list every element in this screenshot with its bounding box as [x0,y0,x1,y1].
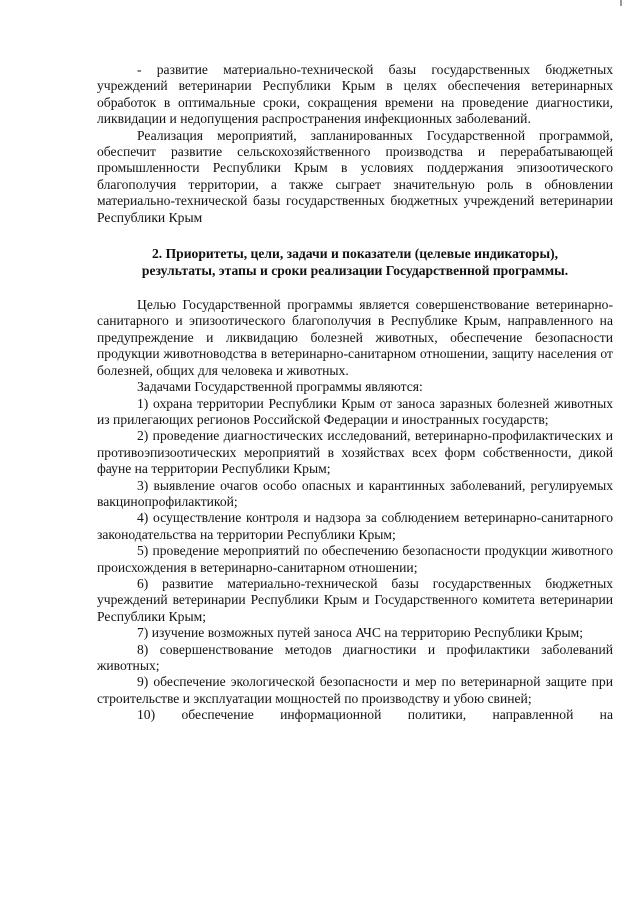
task-item-6: 6) развитие материально-технической базы государственных бюджетных учреждений ветеринарии Республики Крым и Государственного комитета ветеринарии Республики Крым; [97,575,613,624]
task-item-7: 7) изучение возможных путей заноса АЧС на территорию Республики Крым; [137,625,584,641]
document-page [97,62,613,724]
task-item-8: 8) совершенствование методов диагностики и профилактики заболеваний животных; [97,641,613,673]
task-item-4: 4) осуществление контроля и надзора за соблюдением ветеринарно-санитарного законодательства на территории Республики Крым; [97,510,613,542]
spacer [97,226,613,245]
paragraph-goal: Целью Государственной программы является совершенствование ветеринарно-санитарного и эпизоотического благополучия в Республике Крым, направленного на предупреждение и ликвидацию болезней животных, обеспечение безопасности продукции животноводства в ветеринарно-санитарном отношении, защиту населения от болезней, общих для человека и животных. [97,297,613,378]
task-item-2: 2) проведение диагностических исследований, ветеринарно-профилактических и противоэпизоотических мероприятий в хозяйствах всех форм собственности, дикой фауне на территории Республики Крым; [97,428,613,477]
paragraph-development-base: - развитие материально-технической базы государственных бюджетных учреждений ветеринарии Республики Крым в целях обеспечения ветеринарных обработок в оптимальные сроки, сокращения времени на проведение диагностики, ликвидации и недопущения распространения инфекционных заболеваний. [97,62,613,127]
section-heading-line-2: результаты, этапы и сроки реализации Государственной программы. [141,263,569,279]
task-item-9: 9) обеспечение экологической безопасности и мер по ветеринарной защите при строительстве и эксплуатации мощностей по производству и убою свиней; [97,674,613,706]
scan-mark [620,0,622,6]
section-heading [97,245,613,279]
task-item-5: 5) проведение мероприятий по обеспечению безопасности продукции животного происхождения в ветеринарно-санитарном отношении; [97,543,613,575]
spacer [97,279,613,297]
task-item-3: 3) выявление очагов особо опасных и карантинных заболеваний, регулируемых вакцинопрофилактикой; [97,477,613,509]
tasks-intro: Задачами Государственной программы являются: [137,379,423,395]
section-heading-line-1: 2. Приоритеты, цели, задачи и показатели (целевые индикаторы), [152,246,558,262]
task-item-10: 10) обеспечение информационной политики, направленной на [137,707,613,723]
paragraph-implementation: Реализация мероприятий, запланированных Государственной программой, обеспечит развитие сельскохозяйственного производства и перерабатывающей промышленности Республики Крым в условиях поддержания эпизоотического благополучия территории, а также сыграет значительную роль в обновлении материально-технической базы государственных бюджетных учреждений ветеринарии Республики Крым [97,127,613,225]
task-item-1: 1) охрана территории Республики Крым от заноса заразных болезней животных из прилегающих регионов Российской Федерации и иностранных государств; [97,395,613,427]
